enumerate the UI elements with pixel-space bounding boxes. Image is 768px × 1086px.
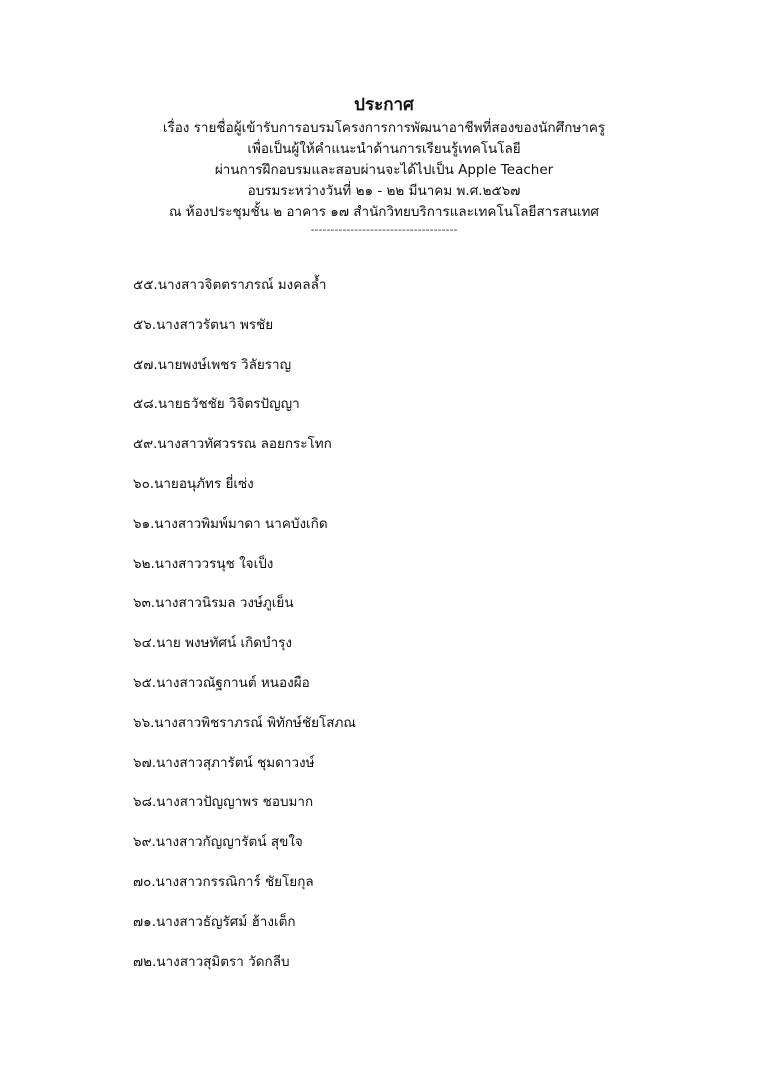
announcement-subject: เรื่อง รายชื่อผู้เข้ารับการอบรมโครงการการพัฒนาอาชีพที่สองของนักศึกษาครู <box>162 120 606 136</box>
list-item: ๖๖.นางสาวพิชราภรณ์ พิทักษ์ชัยโสภณ <box>133 714 356 731</box>
list-item: ๖๙.นางสาวกัญญารัตน์ สุขใจ <box>133 834 303 851</box>
list-item: ๕๘.นายธวัชชัย วิจิตรปัญญา <box>133 396 300 413</box>
announcement-title: ประกาศ <box>354 95 414 115</box>
list-item: ๕๖.นางสาวรัตนา พรชัย <box>133 316 274 333</box>
list-item: ๕๕.นางสาวจิตตราภรณ์ มงคลล้ำ <box>133 277 327 293</box>
announcement-qualification: ผ่านการฝึกอบรมและสอบผ่านจะได้ไปเป็น Apple Teacher <box>214 162 554 178</box>
header-separator: ------------------------------------- <box>310 223 458 236</box>
list-item: ๖๘.นางสาวปัญญาพร ชอบมาก <box>133 794 314 811</box>
list-item: ๗๒.นางสาวสุมิตรา วัดกลีบ <box>133 953 290 970</box>
list-item: ๖๗.นางสาวสุภารัตน์ ชุมดาวงษ์ <box>133 754 315 771</box>
list-item: ๖๒.นางสาววรนุช ใจเป็ง <box>133 555 274 572</box>
list-item: ๗๑.นางสาวธัญรัศม์ ฮ้างเต็ก <box>133 913 296 930</box>
list-item: ๖๕.นางสาวณัฐกานต์ หนองผือ <box>133 674 310 691</box>
announcement-header <box>0 92 768 237</box>
list-item: ๗๐.นางสาวกรรณิการ์ ชัยโยกุล <box>133 873 314 890</box>
announcement-purpose: เพื่อเป็นผู้ให้คำแนะนำด้านการเรียนรู้เทคโนโลยี <box>247 141 521 157</box>
list-item: ๖๐.นายอนุภัทร ยี่เซ่ง <box>133 475 254 492</box>
announcement-dates: อบรมระหว่างวันที่ ๒๑ - ๒๒ มีนาคม พ.ศ.๒๕๖๗ <box>247 183 521 199</box>
participant-list <box>133 272 356 988</box>
list-item: ๖๑.นางสาวพิมพ์มาดา นาคบังเกิด <box>133 515 328 532</box>
list-item: ๖๔.นาย พงษทัศน์ เกิดบำรุง <box>133 635 293 652</box>
announcement-venue: ณ ห้องประชุมชั้น ๒ อาคาร ๑๗ สำนักวิทยบริการและเทคโนโลยีสารสนเทศ <box>168 204 600 220</box>
list-item: ๕๗.นายพงษ์เพชร วิลัยราญ <box>133 356 292 373</box>
list-item: ๖๓.นางสาวนิรมล วงษ์ภูเย็น <box>133 595 294 612</box>
list-item: ๕๙.นางสาวทัศวรรณ ลอยกระโทก <box>133 436 332 453</box>
